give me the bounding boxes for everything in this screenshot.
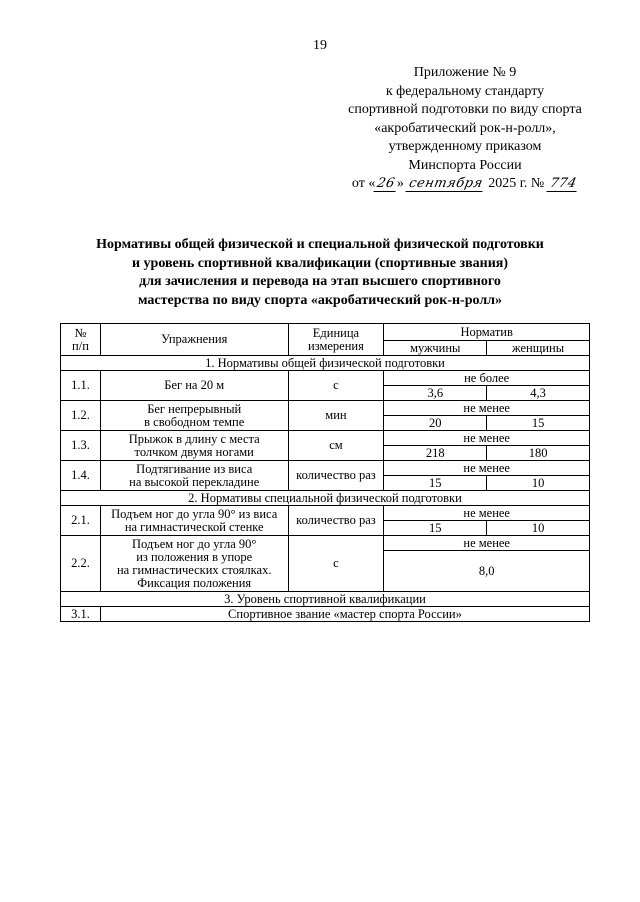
row-num: 3.1. xyxy=(61,607,101,622)
heading-line: мастерства по виду спорта «акробатический рок-н-ролл» xyxy=(137,292,503,308)
row-women: 10 xyxy=(487,521,590,536)
row-exercise-text: Подъем ног до угла 90° из виса на гимнастической стенке xyxy=(111,506,278,534)
row-unit: см xyxy=(288,431,384,461)
date-mid: » xyxy=(396,176,404,191)
date-day: 26 xyxy=(374,177,399,192)
row-men: 3,6 xyxy=(384,386,487,401)
row-unit: с xyxy=(288,536,384,592)
date-month: сентября xyxy=(406,177,487,192)
row-exercise-text: Прыжок в длину с места толчком двумя ногами xyxy=(128,431,260,459)
heading-line: для зачисления и перевода на этап высшего спортивного xyxy=(139,274,501,289)
row-unit: количество раз xyxy=(288,461,384,491)
row-women: 180 xyxy=(487,446,590,461)
row-num: 1.2. xyxy=(61,401,101,431)
appendix-line: Приложение № 9 xyxy=(413,65,517,80)
header-women: женщины xyxy=(487,341,590,356)
header-exercise: Упражнения xyxy=(100,324,288,356)
section-title: 2. Нормативы специальной физической подготовки xyxy=(61,491,590,506)
row-condition: не более xyxy=(384,371,590,386)
row-women: 4,3 xyxy=(487,386,590,401)
appendix-block xyxy=(340,64,590,194)
row-num: 1.3. xyxy=(61,431,101,461)
row-num: 1.1. xyxy=(61,371,101,401)
row-exercise: Бег на 20 м xyxy=(100,371,288,401)
row-exercise-text: Подъем ног до угла 90° из положения в упоре на гимнастических стоялках. Фиксация положения xyxy=(116,536,272,590)
section-title: 1. Нормативы общей физической подготовки xyxy=(61,356,590,371)
appendix-line: спортивной подготовки по виду спорта xyxy=(348,102,582,117)
appendix-line: «акробатический рок-н-ролл», xyxy=(374,120,556,136)
row-num: 2.1. xyxy=(61,506,101,536)
row-men: 15 xyxy=(384,521,487,536)
appendix-line: к федеральному стандарту xyxy=(385,83,545,99)
row-condition: не менее xyxy=(384,461,590,476)
header-num xyxy=(61,324,101,356)
header-num-text: № п/п xyxy=(72,325,89,353)
row-exercise-text: Подтягивание из виса на высокой перекладине xyxy=(129,461,260,489)
heading-line: и уровень спортивной квалификации (спортивные звания) xyxy=(131,255,509,271)
row-men: 20 xyxy=(384,416,487,431)
row-both: 8,0 xyxy=(384,551,590,592)
row-unit: мин xyxy=(288,401,384,431)
row-men: 15 xyxy=(384,476,487,491)
row-condition: не менее xyxy=(384,431,590,446)
header-unit xyxy=(288,324,384,356)
header-norm: Норматив xyxy=(384,324,590,341)
page-number: 19 xyxy=(313,38,327,53)
heading-line: Нормативы общей физической и специальной физической подготовки xyxy=(96,237,544,252)
header-unit-text: Единица измерения xyxy=(308,325,364,353)
row-condition: не менее xyxy=(384,536,590,551)
norms-table xyxy=(60,323,590,622)
order-number: 774 xyxy=(546,177,580,192)
appendix-line: Минспорта России xyxy=(408,157,522,173)
row-condition: не менее xyxy=(384,401,590,416)
row-unit: с xyxy=(288,371,384,401)
row-num: 2.2. xyxy=(61,536,101,592)
row-women: 10 xyxy=(487,476,590,491)
header-men: мужчины xyxy=(384,341,487,356)
row-women: 15 xyxy=(487,416,590,431)
order-date-line xyxy=(340,175,590,194)
row-exercise xyxy=(100,401,288,431)
date-prefix: от « xyxy=(351,176,376,191)
row-exercise xyxy=(100,536,288,592)
row-exercise xyxy=(100,461,288,491)
row-exercise xyxy=(100,431,288,461)
row-exercise xyxy=(100,506,288,536)
row-qualification: Спортивное звание «мастер спорта России» xyxy=(100,607,589,622)
row-unit: количество раз xyxy=(288,506,384,536)
date-year: 2025 г. № xyxy=(488,176,545,191)
row-men: 218 xyxy=(384,446,487,461)
appendix-line: утвержденному приказом xyxy=(388,139,542,154)
row-num: 1.4. xyxy=(61,461,101,491)
document-heading xyxy=(40,236,600,310)
section-title: 3. Уровень спортивной квалификации xyxy=(61,592,590,607)
row-exercise-text: Бег непрерывный в свободном темпе xyxy=(144,401,245,429)
row-condition: не менее xyxy=(384,506,590,521)
